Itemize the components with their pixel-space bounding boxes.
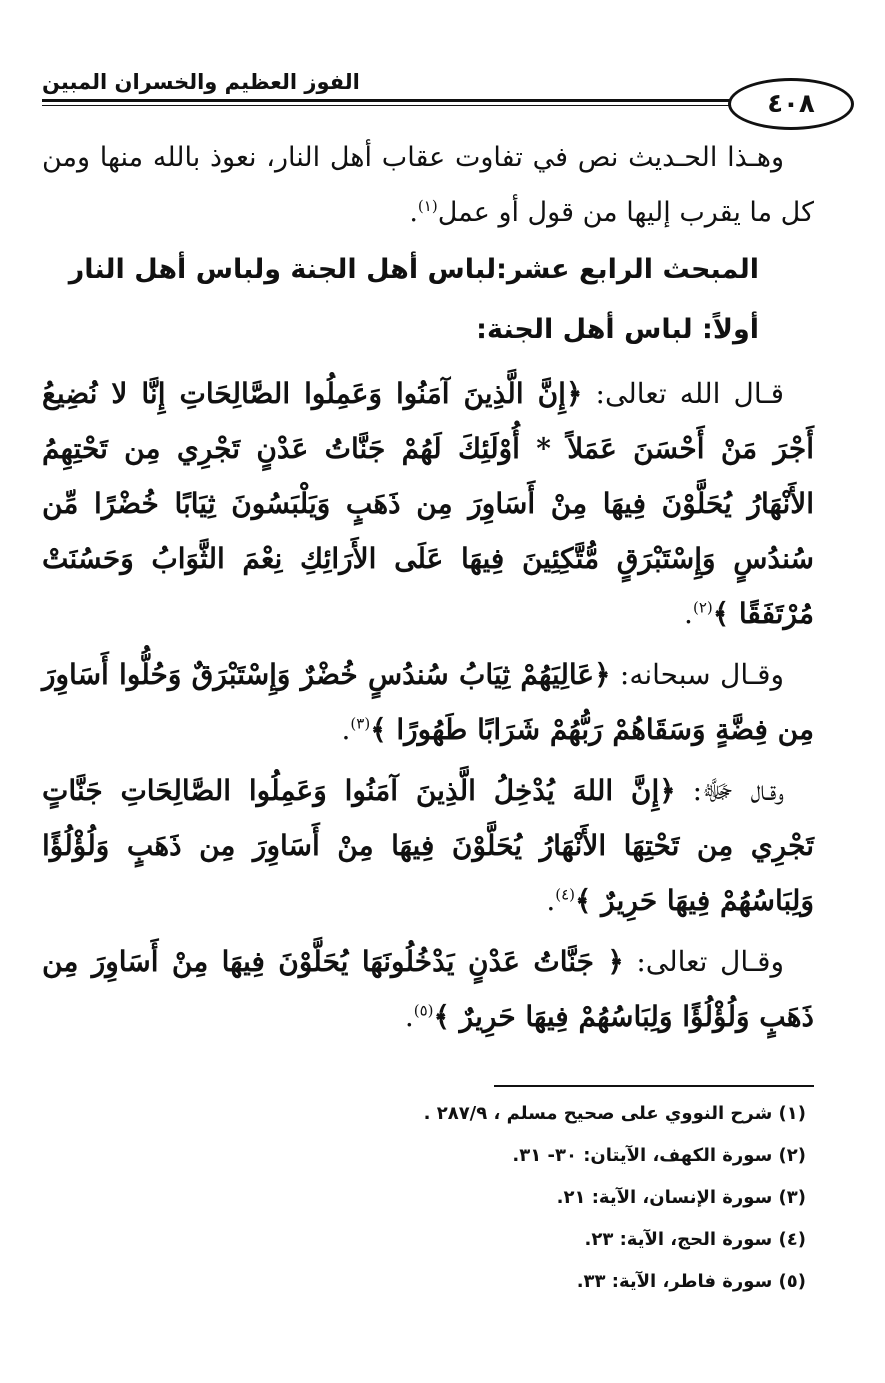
- section-heading: المبحث الرابع عشر:لباس أهل الجنة ولباس أهل النار: [68, 254, 759, 285]
- footnote-divider: [494, 1085, 814, 1087]
- verse-intro: وقـال سبحانه:: [610, 658, 784, 691]
- quran-text: ﴿عَالِيَهُمْ ثِيَابُ سُندُسٍ خُضْرٌ وَإِسْتَبْرَقٌ وَحُلُّوا أَسَاوِرَ مِن فِضَّةٍ وَسَقَاهُمْ رَبُّهُمْ شَرَابًا طَهُورًا ﴾: [42, 658, 814, 746]
- verse-paragraph: وقـال ﷻ: ﴿إِنَّ اللهَ يُدْخِلُ الَّذِينَ آمَنُوا وَعَمِلُوا الصَّالِحَاتِ جَنَّاتٍ تَجْرِي مِن تَحْتِهَا الأَنْهَارُ يُحَلَّوْنَ فِيهَا مِنْ أَسَاوِرَ مِن ذَهَبٍ وَلُؤْلُؤًا وَلِبَاسُهُمْ فِيهَا حَرِيرٌ ﴾$^{(٤)}$.: [42, 774, 814, 917]
- quran-text: ﴿ جَنَّاتُ عَدْنٍ يَدْخُلُونَهَا يُحَلَّوْنَ فِيهَا مِنْ أَسَاوِرَ مِن ذَهَبٍ وَلُؤْلُؤًا وَلِبَاسُهُمْ فِيهَا حَرِيرٌ ﴾: [42, 945, 814, 1033]
- header-rule-thin: [42, 105, 732, 106]
- quran-text: ﴿إِنَّ الَّذِينَ آمَنُوا وَعَمِلُوا الصَّالِحَاتِ إِنَّا لا نُضِيعُ أَجْرَ مَنْ أَحْسَنَ عَمَلاً * أُوْلَئِكَ لَهُمْ جَنَّاتُ عَدْنٍ تَجْرِي مِن تَحْتِهِمُ الأَنْهَارُ يُحَلَّوْنَ فِيهَا مِنْ أَسَاوِرَ مِن ذَهَبٍ وَيَلْبَسُونَ ثِيَابًا خُضْرًا مِّن سُندُسٍ وَإِسْتَبْرَقٍ مُّتَّكِئِينَ فِيهَا عَلَى الأَرَائِكِ نِعْمَ الثَّوَابُ وَحَسُنَتْ مُرْتَفَقًا ﴾: [42, 377, 814, 630]
- quran-text: ﴿إِنَّ اللهَ يُدْخِلُ الَّذِينَ آمَنُوا وَعَمِلُوا الصَّالِحَاتِ جَنَّاتٍ تَجْرِي مِن تَحْتِهَا الأَنْهَارُ يُحَلَّوْنَ فِيهَا مِنْ أَسَاوِرَ مِن ذَهَبٍ وَلُؤْلُؤًا وَلِبَاسُهُمْ فِيهَا حَرِيرٌ ﴾: [42, 774, 814, 917]
- page-header: [28, 60, 858, 130]
- verse-paragraph: قـال الله تعالى: ﴿إِنَّ الَّذِينَ آمَنُوا وَعَمِلُوا الصَّالِحَاتِ إِنَّا لا نُضِيعُ أَجْرَ مَنْ أَحْسَنَ عَمَلاً * أُوْلَئِكَ لَهُمْ جَنَّاتُ عَدْنٍ تَجْرِي مِن تَحْتِهِمُ الأَنْهَارُ يُحَلَّوْنَ فِيهَا مِنْ أَسَاوِرَ مِن ذَهَبٍ وَيَلْبَسُونَ ثِيَابًا خُضْرًا مِّن سُندُسٍ وَإِسْتَبْرَقٍ مُّتَّكِئِينَ فِيهَا عَلَى الأَرَائِكِ نِعْمَ الثَّوَابُ وَحَسُنَتْ مُرْتَفَقًا ﴾$^{(٢)}$.: [42, 377, 814, 630]
- running-title: الفوز العظيم والخسران المبين: [42, 70, 360, 94]
- footnotes-section: [42, 1085, 814, 1303]
- verse-intro: وقـال تعالى:: [623, 945, 785, 978]
- footnote-item: (٢) سورة الكهف، الآيتان: ٣٠- ٣١.: [512, 1145, 806, 1166]
- verse-paragraph: وقـال تعالى: ﴿ جَنَّاتُ عَدْنٍ يَدْخُلُونَهَا يُحَلَّوْنَ فِيهَا مِنْ أَسَاوِرَ مِن ذَهَبٍ وَلُؤْلُؤًا وَلِبَاسُهُمْ فِيهَا حَرِيرٌ ﴾$^{(٥)}$.: [42, 945, 814, 1033]
- page-number: ٤٠٨: [767, 89, 815, 119]
- footnote-ref: (٣): [350, 714, 371, 733]
- intro-text: وهـذا الحـديث نص في تفاوت عقاب أهل النار، نعوذ بالله منها ومن كل ما يقرب إليها من قول أو عمل: [42, 142, 814, 228]
- footnote-item: (٣) سورة الإنسان، الآية: ٢١.: [556, 1187, 806, 1208]
- header-rule-thick: [42, 99, 732, 102]
- footnote-item: (٥) سورة فاطر، الآية: ٣٣.: [576, 1271, 806, 1292]
- footnote-ref: (٤): [555, 885, 576, 904]
- verse-intro: قـال الله تعالى:: [582, 377, 784, 410]
- page-number-badge: [728, 78, 854, 130]
- footnote-ref: (١): [417, 197, 438, 215]
- footnote-item: (٤) سورة الحج، الآية: ٢٣.: [584, 1229, 806, 1250]
- footnote-item: (١) شرح النووي على صحيح مسلم ، ٢٨٧/٩ .: [423, 1103, 806, 1124]
- page-body: [42, 130, 814, 1044]
- footnote-ref: (٥): [413, 1001, 434, 1020]
- verse-intro: وقـال ﷻ:: [675, 774, 784, 807]
- footnote-ref: (٢): [692, 598, 713, 617]
- verse-paragraph: وقـال سبحانه: ﴿عَالِيَهُمْ ثِيَابُ سُندُسٍ خُضْرٌ وَإِسْتَبْرَقٌ وَحُلُّوا أَسَاوِرَ مِن فِضَّةٍ وَسَقَاهُمْ رَبُّهُمْ شَرَابًا طَهُورًا ﴾$^{(٣)}$.: [42, 658, 814, 746]
- intro-paragraph: وهـذا الحـديث نص في تفاوت عقاب أهل النار، نعوذ بالله منها ومن كل ما يقرب إليها من قول أو عمل$^{(١)}$.: [42, 142, 814, 228]
- subheading: أولاً: لباس أهل الجنة:: [476, 314, 759, 345]
